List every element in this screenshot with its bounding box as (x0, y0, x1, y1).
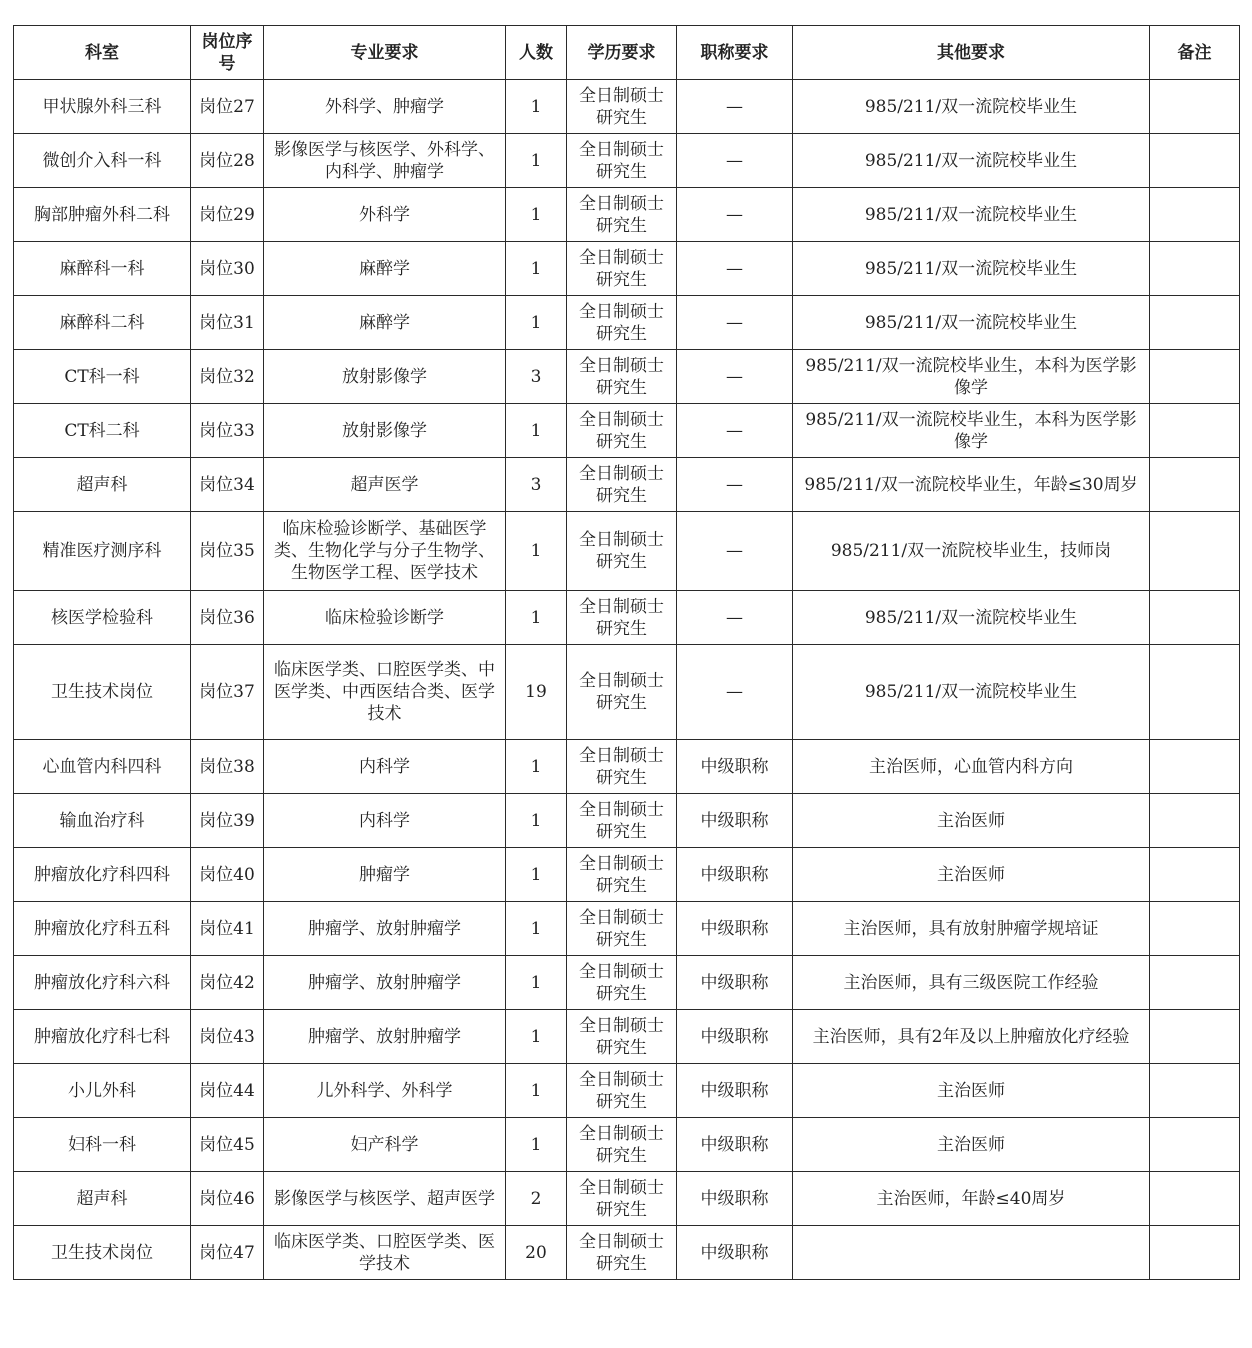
cell-major: 影像医学与核医学、外科学、内科学、肿瘤学 (264, 134, 506, 188)
cell-major: 肿瘤学、放射肿瘤学 (264, 1010, 506, 1064)
cell-other: 985/211/双一流院校毕业生，本科为医学影像学 (793, 404, 1150, 458)
cell-title: — (677, 80, 793, 134)
cell-remark (1150, 1010, 1240, 1064)
table-row (14, 1118, 1240, 1172)
cell-remark (1150, 80, 1240, 134)
cell-education: 全日制硕士研究生 (567, 80, 677, 134)
cell-title: 中级职称 (677, 956, 793, 1010)
cell-title: — (677, 242, 793, 296)
cell-post-no: 岗位47 (191, 1226, 264, 1280)
cell-major: 临床医学类、口腔医学类、中医学类、中西医结合类、医学技术 (264, 645, 506, 740)
cell-major: 内科学 (264, 740, 506, 794)
cell-education: 全日制硕士研究生 (567, 1010, 677, 1064)
table-header-row (14, 26, 1240, 80)
cell-dept: 妇科一科 (14, 1118, 191, 1172)
cell-count: 1 (506, 80, 567, 134)
cell-remark (1150, 350, 1240, 404)
cell-dept: 肿瘤放化疗科四科 (14, 848, 191, 902)
cell-remark (1150, 956, 1240, 1010)
cell-education: 全日制硕士研究生 (567, 902, 677, 956)
cell-other: 主治医师，心血管内科方向 (793, 740, 1150, 794)
header-post-no: 岗位序号 (191, 26, 264, 80)
table-row (14, 242, 1240, 296)
cell-post-no: 岗位39 (191, 794, 264, 848)
cell-education: 全日制硕士研究生 (567, 794, 677, 848)
cell-dept: 麻醉科二科 (14, 296, 191, 350)
cell-major: 放射影像学 (264, 350, 506, 404)
cell-education: 全日制硕士研究生 (567, 591, 677, 645)
cell-major: 临床检验诊断学 (264, 591, 506, 645)
cell-education: 全日制硕士研究生 (567, 740, 677, 794)
cell-count: 1 (506, 242, 567, 296)
cell-other: 985/211/双一流院校毕业生，年龄≤30周岁 (793, 458, 1150, 512)
cell-title: 中级职称 (677, 740, 793, 794)
cell-education: 全日制硕士研究生 (567, 296, 677, 350)
cell-other (793, 1226, 1150, 1280)
cell-major: 外科学、肿瘤学 (264, 80, 506, 134)
cell-education: 全日制硕士研究生 (567, 645, 677, 740)
cell-education: 全日制硕士研究生 (567, 350, 677, 404)
cell-dept: 肿瘤放化疗科五科 (14, 902, 191, 956)
cell-other: 主治医师，具有三级医院工作经验 (793, 956, 1150, 1010)
cell-title: 中级职称 (677, 1064, 793, 1118)
cell-count: 1 (506, 794, 567, 848)
cell-major: 肿瘤学、放射肿瘤学 (264, 956, 506, 1010)
cell-major: 临床医学类、口腔医学类、医学技术 (264, 1226, 506, 1280)
cell-education: 全日制硕士研究生 (567, 848, 677, 902)
cell-major: 内科学 (264, 794, 506, 848)
table-row (14, 848, 1240, 902)
cell-title: 中级职称 (677, 794, 793, 848)
cell-remark (1150, 645, 1240, 740)
table-row (14, 794, 1240, 848)
cell-dept: 输血治疗科 (14, 794, 191, 848)
cell-post-no: 岗位27 (191, 80, 264, 134)
table-row (14, 80, 1240, 134)
cell-title: — (677, 404, 793, 458)
cell-education: 全日制硕士研究生 (567, 188, 677, 242)
table-row (14, 740, 1240, 794)
cell-count: 1 (506, 956, 567, 1010)
cell-major: 肿瘤学 (264, 848, 506, 902)
cell-title: 中级职称 (677, 1226, 793, 1280)
table-row (14, 591, 1240, 645)
cell-other: 主治医师，具有2年及以上肿瘤放化疗经验 (793, 1010, 1150, 1064)
cell-title: — (677, 645, 793, 740)
cell-dept: 超声科 (14, 1172, 191, 1226)
cell-title: 中级职称 (677, 1172, 793, 1226)
header-major: 专业要求 (264, 26, 506, 80)
cell-count: 1 (506, 134, 567, 188)
cell-title: — (677, 296, 793, 350)
cell-post-no: 岗位45 (191, 1118, 264, 1172)
cell-remark (1150, 1172, 1240, 1226)
table-row (14, 188, 1240, 242)
cell-title: — (677, 134, 793, 188)
cell-education: 全日制硕士研究生 (567, 242, 677, 296)
cell-title: — (677, 591, 793, 645)
cell-count: 1 (506, 848, 567, 902)
cell-count: 1 (506, 188, 567, 242)
table-row (14, 1226, 1240, 1280)
table-row (14, 902, 1240, 956)
cell-remark (1150, 134, 1240, 188)
table-row (14, 1064, 1240, 1118)
cell-count: 1 (506, 1064, 567, 1118)
cell-major: 影像医学与核医学、超声医学 (264, 1172, 506, 1226)
cell-title: — (677, 350, 793, 404)
cell-other: 985/211/双一流院校毕业生，本科为医学影像学 (793, 350, 1150, 404)
cell-dept: 精准医疗测序科 (14, 512, 191, 591)
cell-dept: CT科一科 (14, 350, 191, 404)
cell-other: 主治医师 (793, 1118, 1150, 1172)
table-row (14, 134, 1240, 188)
cell-post-no: 岗位33 (191, 404, 264, 458)
cell-title: — (677, 188, 793, 242)
cell-remark (1150, 1118, 1240, 1172)
cell-title: — (677, 458, 793, 512)
cell-post-no: 岗位34 (191, 458, 264, 512)
cell-remark (1150, 242, 1240, 296)
cell-remark (1150, 740, 1240, 794)
cell-dept: 甲状腺外科三科 (14, 80, 191, 134)
cell-remark (1150, 848, 1240, 902)
cell-count: 1 (506, 591, 567, 645)
cell-post-no: 岗位36 (191, 591, 264, 645)
cell-dept: 微创介入科一科 (14, 134, 191, 188)
cell-other: 985/211/双一流院校毕业生 (793, 645, 1150, 740)
cell-other: 985/211/双一流院校毕业生 (793, 80, 1150, 134)
cell-education: 全日制硕士研究生 (567, 956, 677, 1010)
cell-dept: 超声科 (14, 458, 191, 512)
cell-count: 1 (506, 1118, 567, 1172)
cell-major: 儿外科学、外科学 (264, 1064, 506, 1118)
cell-dept: 核医学检验科 (14, 591, 191, 645)
cell-post-no: 岗位31 (191, 296, 264, 350)
cell-post-no: 岗位28 (191, 134, 264, 188)
cell-title: 中级职称 (677, 902, 793, 956)
cell-other: 985/211/双一流院校毕业生，技师岗 (793, 512, 1150, 591)
cell-post-no: 岗位32 (191, 350, 264, 404)
cell-count: 19 (506, 645, 567, 740)
cell-major: 妇产科学 (264, 1118, 506, 1172)
cell-dept: 肿瘤放化疗科七科 (14, 1010, 191, 1064)
cell-title: 中级职称 (677, 1010, 793, 1064)
header-other: 其他要求 (793, 26, 1150, 80)
cell-count: 1 (506, 404, 567, 458)
cell-count: 2 (506, 1172, 567, 1226)
cell-education: 全日制硕士研究生 (567, 404, 677, 458)
cell-education: 全日制硕士研究生 (567, 1118, 677, 1172)
cell-remark (1150, 458, 1240, 512)
cell-count: 1 (506, 296, 567, 350)
cell-post-no: 岗位38 (191, 740, 264, 794)
cell-major: 肿瘤学、放射肿瘤学 (264, 902, 506, 956)
cell-dept: 麻醉科一科 (14, 242, 191, 296)
cell-other: 主治医师 (793, 1064, 1150, 1118)
cell-dept: 心血管内科四科 (14, 740, 191, 794)
cell-remark (1150, 188, 1240, 242)
cell-remark (1150, 296, 1240, 350)
cell-remark (1150, 404, 1240, 458)
cell-dept: CT科二科 (14, 404, 191, 458)
cell-post-no: 岗位40 (191, 848, 264, 902)
cell-other: 985/211/双一流院校毕业生 (793, 134, 1150, 188)
cell-major: 外科学 (264, 188, 506, 242)
cell-post-no: 岗位41 (191, 902, 264, 956)
cell-education: 全日制硕士研究生 (567, 134, 677, 188)
cell-count: 3 (506, 350, 567, 404)
cell-post-no: 岗位46 (191, 1172, 264, 1226)
cell-education: 全日制硕士研究生 (567, 1226, 677, 1280)
table-row (14, 1010, 1240, 1064)
cell-dept: 小儿外科 (14, 1064, 191, 1118)
cell-count: 1 (506, 740, 567, 794)
cell-other: 985/211/双一流院校毕业生 (793, 188, 1150, 242)
cell-post-no: 岗位42 (191, 956, 264, 1010)
cell-other: 主治医师，具有放射肿瘤学规培证 (793, 902, 1150, 956)
table-row (14, 296, 1240, 350)
cell-dept: 肿瘤放化疗科六科 (14, 956, 191, 1010)
table-row (14, 404, 1240, 458)
header-title: 职称要求 (677, 26, 793, 80)
cell-post-no: 岗位43 (191, 1010, 264, 1064)
header-education: 学历要求 (567, 26, 677, 80)
cell-dept: 卫生技术岗位 (14, 645, 191, 740)
cell-dept: 胸部肿瘤外科二科 (14, 188, 191, 242)
cell-education: 全日制硕士研究生 (567, 1172, 677, 1226)
table-row (14, 350, 1240, 404)
cell-remark (1150, 512, 1240, 591)
table-row (14, 956, 1240, 1010)
cell-post-no: 岗位29 (191, 188, 264, 242)
recruitment-table-container (13, 25, 1239, 1280)
cell-education: 全日制硕士研究生 (567, 458, 677, 512)
cell-other: 主治医师，年龄≤40周岁 (793, 1172, 1150, 1226)
cell-count: 20 (506, 1226, 567, 1280)
cell-count: 1 (506, 902, 567, 956)
cell-other: 主治医师 (793, 848, 1150, 902)
table-row (14, 1172, 1240, 1226)
cell-education: 全日制硕士研究生 (567, 512, 677, 591)
cell-major: 麻醉学 (264, 296, 506, 350)
cell-post-no: 岗位35 (191, 512, 264, 591)
cell-post-no: 岗位30 (191, 242, 264, 296)
cell-post-no: 岗位44 (191, 1064, 264, 1118)
cell-post-no: 岗位37 (191, 645, 264, 740)
cell-dept: 卫生技术岗位 (14, 1226, 191, 1280)
cell-major: 放射影像学 (264, 404, 506, 458)
header-dept: 科室 (14, 26, 191, 80)
cell-count: 3 (506, 458, 567, 512)
cell-remark (1150, 1064, 1240, 1118)
cell-remark (1150, 1226, 1240, 1280)
cell-major: 超声医学 (264, 458, 506, 512)
table-row (14, 645, 1240, 740)
cell-title: 中级职称 (677, 848, 793, 902)
cell-title: — (677, 512, 793, 591)
cell-count: 1 (506, 512, 567, 591)
table-row (14, 458, 1240, 512)
cell-remark (1150, 902, 1240, 956)
header-count: 人数 (506, 26, 567, 80)
cell-other: 主治医师 (793, 794, 1150, 848)
cell-education: 全日制硕士研究生 (567, 1064, 677, 1118)
cell-remark (1150, 794, 1240, 848)
cell-other: 985/211/双一流院校毕业生 (793, 242, 1150, 296)
cell-major: 麻醉学 (264, 242, 506, 296)
cell-other: 985/211/双一流院校毕业生 (793, 591, 1150, 645)
cell-major: 临床检验诊断学、基础医学类、生物化学与分子生物学、生物医学工程、医学技术 (264, 512, 506, 591)
recruitment-table (13, 25, 1240, 1280)
cell-count: 1 (506, 1010, 567, 1064)
cell-other: 985/211/双一流院校毕业生 (793, 296, 1150, 350)
cell-remark (1150, 591, 1240, 645)
table-row (14, 512, 1240, 591)
header-remark: 备注 (1150, 26, 1240, 80)
cell-title: 中级职称 (677, 1118, 793, 1172)
